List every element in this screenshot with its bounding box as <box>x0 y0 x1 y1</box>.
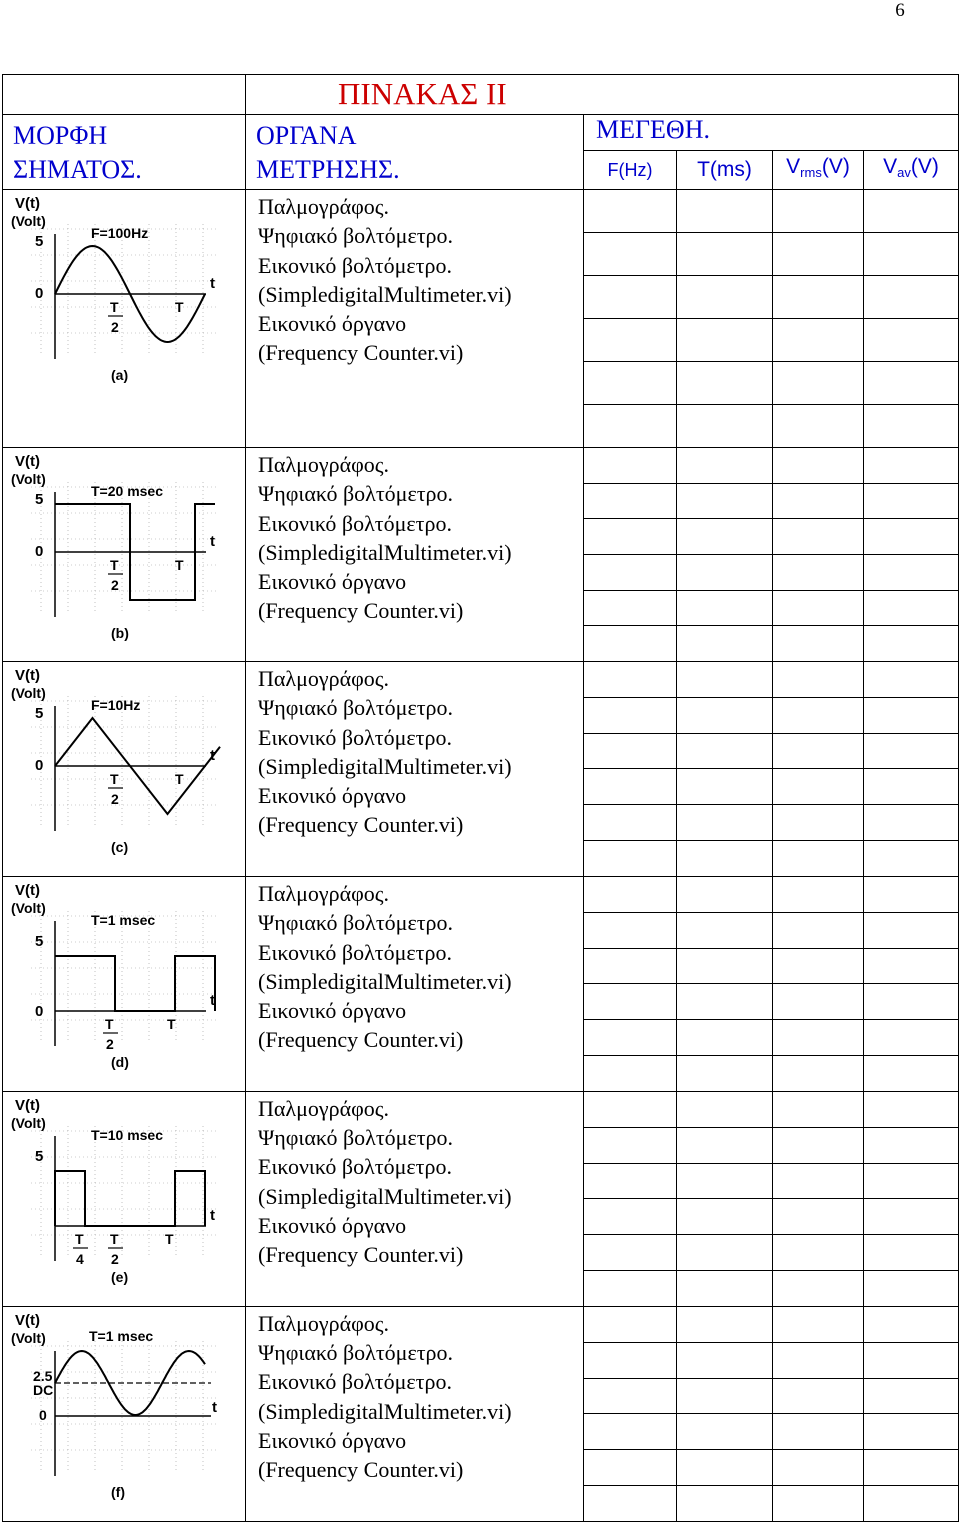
cell-period[interactable] <box>677 1271 773 1307</box>
quantities-header: ΜΕΓΕΘΗ. <box>584 115 959 151</box>
instrument-line: (Frequency Counter.vi) <box>258 812 464 838</box>
zero-label: 0 <box>35 285 44 302</box>
cell-period[interactable] <box>677 1091 773 1127</box>
cell-vav[interactable] <box>864 697 959 733</box>
cell-vrms[interactable] <box>773 912 864 948</box>
cell-frequency[interactable] <box>584 805 677 841</box>
period-label: T <box>167 1015 176 1032</box>
instrument-line: Ψηφιακό βολτόμετρο. <box>258 481 454 507</box>
instrument-list <box>246 661 584 876</box>
instrument-list <box>246 448 584 662</box>
cell-frequency[interactable] <box>584 1414 677 1450</box>
cell-vav[interactable] <box>864 948 959 984</box>
cell-vrms[interactable] <box>773 1127 864 1163</box>
axis-x-label: t <box>210 275 215 292</box>
cell-frequency[interactable] <box>584 1199 677 1235</box>
figure-caption: (f) <box>111 1483 125 1500</box>
cell-vrms[interactable] <box>773 733 864 769</box>
dc-label: DC <box>33 1381 54 1398</box>
waveform-b-plot <box>11 452 226 652</box>
instrument-line: Εικονικό όργανο <box>258 1213 407 1239</box>
cell-vrms[interactable] <box>773 590 864 626</box>
axis-x-label: t <box>210 746 215 764</box>
cell-vrms[interactable] <box>773 1485 864 1521</box>
cell-vav[interactable] <box>864 1306 959 1342</box>
cell-vrms[interactable] <box>773 805 864 841</box>
cell-vav[interactable] <box>864 1271 959 1307</box>
cell-vav[interactable] <box>864 661 959 697</box>
cell-vrms[interactable] <box>773 769 864 805</box>
cell-vrms[interactable] <box>773 1306 864 1342</box>
cell-period[interactable] <box>677 733 773 769</box>
cell-vrms[interactable] <box>773 190 864 233</box>
cell-frequency[interactable] <box>584 1127 677 1163</box>
instrument-list <box>246 1306 584 1521</box>
axis-y-unit: (Volt) <box>11 1329 46 1346</box>
waveform-d-plot <box>11 881 226 1081</box>
cell-vav[interactable] <box>864 876 959 912</box>
figure-caption: (b) <box>111 625 129 641</box>
cell-vav[interactable] <box>864 769 959 805</box>
col-period: T(ms) <box>677 151 773 190</box>
waveform-f-plot <box>11 1311 226 1511</box>
cell-vrms[interactable] <box>773 1342 864 1378</box>
level-label: 5 <box>35 704 44 722</box>
cell-vrms[interactable] <box>773 483 864 519</box>
half-period-denominator: 2 <box>111 1250 119 1267</box>
figure-caption: (d) <box>111 1053 129 1070</box>
cell-vav[interactable] <box>864 1020 959 1056</box>
cell-vav[interactable] <box>864 1163 959 1199</box>
cell-vav[interactable] <box>864 1056 959 1092</box>
cell-period[interactable] <box>677 190 773 233</box>
cell-vav[interactable] <box>864 984 959 1020</box>
instrument-line: (Frequency Counter.vi) <box>258 1027 464 1053</box>
cell-vav[interactable] <box>864 805 959 841</box>
cell-vav[interactable] <box>864 1127 959 1163</box>
cell-frequency[interactable] <box>584 1235 677 1271</box>
cell-frequency[interactable] <box>584 733 677 769</box>
cell-vrms[interactable] <box>773 1199 864 1235</box>
zero-label: 0 <box>35 756 44 774</box>
cell-vav[interactable] <box>864 1414 959 1450</box>
cell-frequency[interactable] <box>584 276 677 319</box>
waveform-e-plot <box>11 1096 226 1296</box>
period-label: T <box>175 557 184 573</box>
cell-period[interactable] <box>677 554 773 590</box>
cell-period[interactable] <box>677 276 773 319</box>
half-period-numerator: T <box>110 1230 119 1247</box>
cell-frequency[interactable] <box>584 697 677 733</box>
axis-x-label: t <box>210 533 215 550</box>
level-label: 5 <box>35 491 44 508</box>
cell-frequency[interactable] <box>584 769 677 805</box>
instrument-line: Ψηφιακό βολτόμετρο. <box>258 1340 454 1366</box>
cell-period[interactable] <box>677 1306 773 1342</box>
axis-y-label: V(t) <box>15 1096 40 1114</box>
cell-period[interactable] <box>677 626 773 662</box>
axis-x-label: t <box>210 1206 215 1224</box>
cell-period[interactable] <box>677 984 773 1020</box>
cell-vav[interactable] <box>864 1199 959 1235</box>
axis-y-unit: (Volt) <box>11 684 46 701</box>
axis-y-label: V(t) <box>15 666 40 684</box>
cell-period[interactable] <box>677 319 773 362</box>
instrument-line: Εικονικό βολτόμετρο. <box>258 724 452 750</box>
cell-frequency[interactable] <box>584 483 677 519</box>
cell-vrms[interactable] <box>773 319 864 362</box>
cell-period[interactable] <box>677 1414 773 1450</box>
cell-period[interactable] <box>677 1056 773 1092</box>
instrument-line: (Frequency Counter.vi) <box>258 598 464 624</box>
cell-vrms[interactable] <box>773 362 864 405</box>
cell-frequency[interactable] <box>584 1378 677 1414</box>
cell-vrms[interactable] <box>773 697 864 733</box>
cell-period[interactable] <box>677 912 773 948</box>
quarter-period-numerator: T <box>75 1230 84 1247</box>
instrument-line: Παλμογράφος. <box>258 880 390 906</box>
period-label: T <box>165 1230 174 1247</box>
cell-frequency[interactable] <box>584 1163 677 1199</box>
cell-frequency[interactable] <box>584 319 677 362</box>
cell-vav[interactable] <box>864 448 959 484</box>
figure-caption: (a) <box>111 367 129 383</box>
axis-x-label: t <box>212 1398 217 1416</box>
cell-vrms[interactable] <box>773 1020 864 1056</box>
cell-vav[interactable] <box>864 554 959 590</box>
instrument-line: Ψηφιακό βολτόμετρο. <box>258 1125 454 1151</box>
param-label: T=1 msec <box>89 1327 154 1344</box>
cell-vav[interactable] <box>864 733 959 769</box>
param-label: T=10 msec <box>91 1126 163 1143</box>
cell-period[interactable] <box>677 1235 773 1271</box>
axis-y-label: V(t) <box>15 1311 40 1329</box>
quarter-period-denominator: 4 <box>76 1250 84 1267</box>
cell-frequency[interactable] <box>584 590 677 626</box>
cell-vrms[interactable] <box>773 233 864 276</box>
instrument-line: Παλμογράφος. <box>258 452 390 477</box>
cell-period[interactable] <box>677 448 773 484</box>
dc-level-label: 2.5 <box>33 1367 53 1384</box>
cell-vrms[interactable] <box>773 1271 864 1307</box>
cell-vrms[interactable] <box>773 1056 864 1092</box>
instrument-line: Εικονικό όργανο <box>258 1428 407 1454</box>
waveform-figure-a <box>3 190 246 448</box>
instrument-list <box>246 190 584 448</box>
half-period-denominator: 2 <box>111 790 119 807</box>
instruments-header: ΟΡΓΑΝΑ ΜΕΤΡΗΣΗΣ. <box>246 115 584 190</box>
param-label: T=1 msec <box>91 911 156 928</box>
instrument-line: Παλμογράφος. <box>258 665 390 691</box>
cell-vrms[interactable] <box>773 1091 864 1127</box>
cell-vrms[interactable] <box>773 276 864 319</box>
cell-frequency[interactable] <box>584 1056 677 1092</box>
cell-vrms[interactable] <box>773 1163 864 1199</box>
half-period-denominator: 2 <box>111 577 119 593</box>
cell-period[interactable] <box>677 769 773 805</box>
figure-caption: (c) <box>111 838 129 855</box>
instrument-line: Εικονικό βολτόμετρο. <box>258 1154 452 1180</box>
zero-label: 0 <box>35 543 44 560</box>
cell-vrms[interactable] <box>773 405 864 448</box>
cell-vrms[interactable] <box>773 1414 864 1450</box>
cell-frequency[interactable] <box>584 912 677 948</box>
cell-period[interactable] <box>677 1020 773 1056</box>
cell-period[interactable] <box>677 805 773 841</box>
page-number: 6 <box>895 0 905 21</box>
instrument-line: (SimpledigitalMultimeter.vi) <box>258 1183 512 1209</box>
waveform-figure-d <box>3 876 246 1091</box>
waveform-figure-b <box>3 448 246 662</box>
cell-vav[interactable] <box>864 362 959 405</box>
cell-frequency[interactable] <box>584 1485 677 1521</box>
cell-frequency[interactable] <box>584 948 677 984</box>
cell-vav[interactable] <box>864 319 959 362</box>
param-label: F=100Hz <box>91 225 149 241</box>
instrument-line: Εικονικό όργανο <box>258 783 407 809</box>
instrument-line: (Frequency Counter.vi) <box>258 340 464 366</box>
axis-y-unit: (Volt) <box>11 213 46 229</box>
half-period-numerator: T <box>105 1015 114 1032</box>
cell-vrms[interactable] <box>773 948 864 984</box>
waveform-figure-e <box>3 1091 246 1306</box>
cell-vrms[interactable] <box>773 1378 864 1414</box>
cell-vav[interactable] <box>864 912 959 948</box>
cell-period[interactable] <box>677 1127 773 1163</box>
cell-period[interactable] <box>677 519 773 555</box>
axis-y-unit: (Volt) <box>11 899 46 916</box>
half-period-denominator: 2 <box>106 1035 114 1052</box>
instrument-line: Παλμογράφος. <box>258 1310 390 1336</box>
cell-vav[interactable] <box>864 483 959 519</box>
cell-frequency[interactable] <box>584 1450 677 1486</box>
instrument-line: (Frequency Counter.vi) <box>258 1242 464 1268</box>
period-label: T <box>175 770 184 787</box>
half-period-numerator: T <box>110 299 119 315</box>
half-period-numerator: T <box>110 557 119 573</box>
axis-x-label: t <box>210 991 215 1009</box>
cell-period[interactable] <box>677 661 773 697</box>
cell-period[interactable] <box>677 876 773 912</box>
cell-vav[interactable] <box>864 190 959 233</box>
zero-label: 0 <box>39 1406 47 1423</box>
instrument-line: Ψηφιακό βολτόμετρο. <box>258 695 454 721</box>
cell-frequency[interactable] <box>584 626 677 662</box>
waveform-figure-f <box>3 1306 246 1521</box>
cell-period[interactable] <box>677 233 773 276</box>
cell-vrms[interactable] <box>773 626 864 662</box>
cell-frequency[interactable] <box>584 1271 677 1307</box>
instrument-line: Εικονικό όργανο <box>258 311 407 337</box>
period-label: T <box>175 299 184 315</box>
param-label: F=10Hz <box>91 696 141 713</box>
instrument-list <box>246 1091 584 1306</box>
half-period-numerator: T <box>110 770 119 787</box>
cell-period[interactable] <box>677 362 773 405</box>
instrument-line: (SimpledigitalMultimeter.vi) <box>258 753 512 779</box>
cell-period[interactable] <box>677 1199 773 1235</box>
cell-period[interactable] <box>677 1378 773 1414</box>
cell-vrms[interactable] <box>773 554 864 590</box>
cell-vrms[interactable] <box>773 876 864 912</box>
half-period-denominator: 2 <box>111 319 119 335</box>
level-label: 5 <box>35 932 44 950</box>
cell-frequency[interactable] <box>584 405 677 448</box>
level-label: 5 <box>35 233 44 250</box>
cell-vav[interactable] <box>864 1342 959 1378</box>
cell-vrms[interactable] <box>773 661 864 697</box>
cell-vrms[interactable] <box>773 1450 864 1486</box>
cell-frequency[interactable] <box>584 1342 677 1378</box>
instrument-line: (Frequency Counter.vi) <box>258 1457 464 1483</box>
cell-period[interactable] <box>677 483 773 519</box>
cell-frequency[interactable] <box>584 362 677 405</box>
cell-frequency[interactable] <box>584 233 677 276</box>
col-vrms: $V_{rms}(V)$ <box>773 151 864 190</box>
instrument-line: (SimpledigitalMultimeter.vi) <box>258 1398 512 1424</box>
param-label: T=20 msec <box>91 483 163 499</box>
instrument-line: Εικονικό βολτόμετρο. <box>258 939 452 965</box>
cell-period[interactable] <box>677 405 773 448</box>
instrument-line: Εικονικό όργανο <box>258 998 407 1024</box>
cell-vrms[interactable] <box>773 1235 864 1271</box>
col-vav: $V_{av}(V)$ <box>864 151 959 190</box>
cell-frequency[interactable] <box>584 554 677 590</box>
cell-frequency[interactable] <box>584 876 677 912</box>
cell-period[interactable] <box>677 590 773 626</box>
cell-vav[interactable] <box>864 276 959 319</box>
axis-y-label: V(t) <box>15 453 40 470</box>
cell-vav[interactable] <box>864 233 959 276</box>
cell-vav[interactable] <box>864 590 959 626</box>
waveform-c-plot <box>11 666 226 866</box>
cell-vav[interactable] <box>864 519 959 555</box>
waveform-a-plot <box>11 194 226 394</box>
cell-frequency[interactable] <box>584 841 677 877</box>
table-title: ΠΙΝΑΚΑΣ ΙΙ <box>246 75 959 115</box>
cell-period[interactable] <box>677 948 773 984</box>
cell-period[interactable] <box>677 1163 773 1199</box>
instrument-line: Παλμογράφος. <box>258 194 390 219</box>
cell-vav[interactable] <box>864 1091 959 1127</box>
cell-vav[interactable] <box>864 626 959 662</box>
col-frequency: F(Hz) <box>584 151 677 190</box>
instrument-line: Ψηφιακό βολτόμετρο. <box>258 223 454 249</box>
waveform-header: ΜΟΡΦΗ ΣΗΜΑΤΟΣ. <box>3 115 246 190</box>
cell-vav[interactable] <box>864 1485 959 1521</box>
cell-frequency[interactable] <box>584 1020 677 1056</box>
instrument-line: Εικονικό βολτόμετρο. <box>258 252 452 278</box>
cell-vrms[interactable] <box>773 448 864 484</box>
cell-frequency[interactable] <box>584 1306 677 1342</box>
instrument-line: Εικονικό βολτόμετρο. <box>258 1369 452 1395</box>
zero-label: 0 <box>35 1002 44 1020</box>
figure-caption: (e) <box>111 1268 129 1285</box>
cell-period[interactable] <box>677 841 773 877</box>
cell-frequency[interactable] <box>584 190 677 233</box>
cell-vav[interactable] <box>864 841 959 877</box>
waveform-figure-c <box>3 661 246 876</box>
cell-period[interactable] <box>677 1485 773 1521</box>
axis-y-label: V(t) <box>15 881 40 899</box>
cell-period[interactable] <box>677 1450 773 1486</box>
axis-y-label: V(t) <box>15 195 40 212</box>
cell-vav[interactable] <box>864 1450 959 1486</box>
cell-frequency[interactable] <box>584 519 677 555</box>
axis-y-unit: (Volt) <box>11 1114 46 1131</box>
instrument-line: (SimpledigitalMultimeter.vi) <box>258 539 512 565</box>
cell-vrms[interactable] <box>773 841 864 877</box>
instrument-line: (SimpledigitalMultimeter.vi) <box>258 968 512 994</box>
level-label: 5 <box>35 1147 44 1165</box>
cell-frequency[interactable] <box>584 661 677 697</box>
cell-frequency[interactable] <box>584 1091 677 1127</box>
cell-frequency[interactable] <box>584 984 677 1020</box>
cell-vav[interactable] <box>864 1378 959 1414</box>
cell-vav[interactable] <box>864 405 959 448</box>
instrument-line: Εικονικό βολτόμετρο. <box>258 510 452 536</box>
measurement-table <box>2 74 959 1522</box>
cell-vav[interactable] <box>864 1235 959 1271</box>
instrument-line: Ψηφιακό βολτόμετρο. <box>258 910 454 936</box>
instrument-list <box>246 876 584 1091</box>
axis-y-unit: (Volt) <box>11 471 46 487</box>
cell-vrms[interactable] <box>773 984 864 1020</box>
cell-frequency[interactable] <box>584 448 677 484</box>
cell-period[interactable] <box>677 697 773 733</box>
instrument-line: Παλμογράφος. <box>258 1095 390 1121</box>
cell-vrms[interactable] <box>773 519 864 555</box>
instrument-line: Εικονικό όργανο <box>258 569 407 595</box>
cell-period[interactable] <box>677 1342 773 1378</box>
instrument-line: (SimpledigitalMultimeter.vi) <box>258 281 512 307</box>
